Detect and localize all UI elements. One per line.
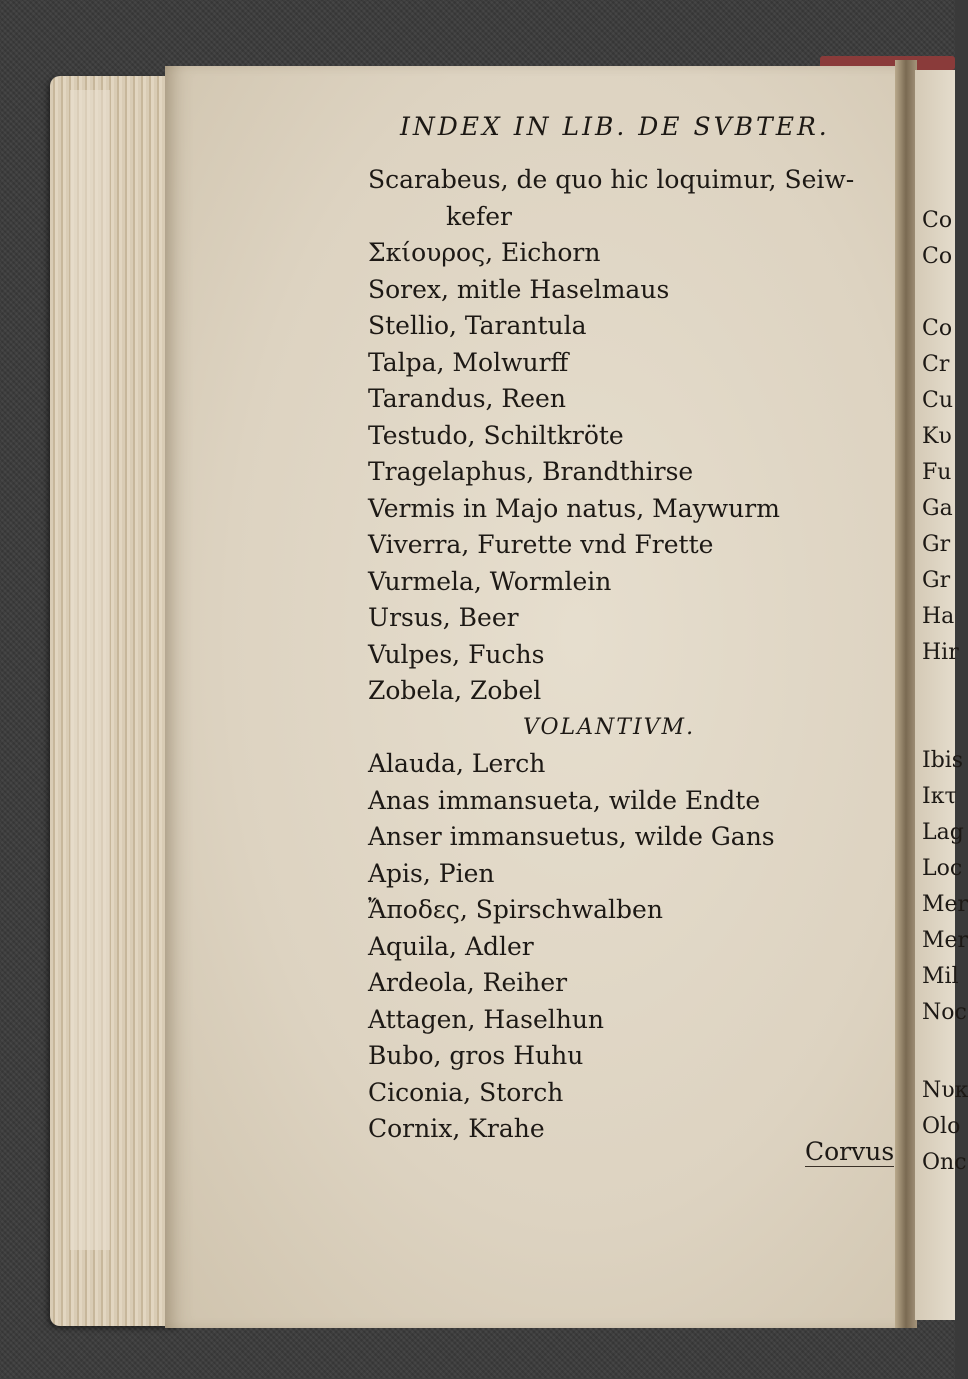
index-entry: Alauda, Lerch <box>368 749 546 778</box>
facing-page-fragment: Co <box>922 244 953 269</box>
index-entries <box>368 162 888 1148</box>
index-entry: Tarandus, Reen <box>368 384 566 413</box>
facing-page <box>915 70 968 1320</box>
catchword: Corvus <box>805 1137 895 1166</box>
index-entry: Stellio, Tarantula <box>368 311 587 340</box>
index-entry: Talpa, Molwurff <box>368 347 569 377</box>
index-entry: Vulpes, Fuchs <box>368 639 545 669</box>
facing-page-fragment: Noc <box>922 1000 967 1025</box>
facing-page-fragment: Gr <box>922 568 951 593</box>
facing-page-fragment: Co <box>922 316 953 341</box>
index-entry: Ἄποδες, Spirschwalben <box>368 895 663 924</box>
facing-page-fragment: Ga <box>922 496 953 521</box>
facing-page-fragment: Κυ <box>922 424 952 449</box>
index-entry: Ursus, Beer <box>368 603 519 632</box>
facing-page-fragment: Hir <box>922 640 959 665</box>
index-entry: Sorex, mitle Haselmaus <box>368 274 670 304</box>
facing-page-fragment: Cu <box>922 388 954 413</box>
running-header: INDEX IN LIB. DE SVBTER. <box>400 112 830 141</box>
index-entry: Ardeola, Reiher <box>368 968 568 997</box>
index-entry: Zobela, Zobel <box>368 676 542 705</box>
index-entry: Vurmela, Wormlein <box>368 566 612 596</box>
facing-page-fragment: Lag <box>922 820 964 845</box>
index-entry: Scarabeus, de quo hic loquimur, Seiw- <box>368 165 855 194</box>
section-heading: VOLANTIVM. <box>523 714 696 740</box>
index-entry: Ciconia, Storch <box>368 1077 564 1107</box>
index-entry: Vermis in Majo natus, Maywurm <box>368 493 780 523</box>
facing-page-fragment: Loc <box>922 856 963 881</box>
facing-page-fragment: Co <box>922 208 953 233</box>
facing-page-fragment: Mil <box>922 964 959 989</box>
facing-page-fragment: Ibis <box>922 748 964 773</box>
index-entry: Anser immansuetus, wilde Gans <box>368 822 775 851</box>
facing-page-fragment: Cr <box>922 352 950 377</box>
facing-page-fragment: Nυκ <box>922 1078 968 1103</box>
book-page-edge-highlight <box>70 90 110 1250</box>
index-entry: Testudo, Schiltkröte <box>368 420 624 450</box>
index-entry: Cornix, Krahe <box>368 1114 545 1143</box>
facing-page-fragment: Fu <box>922 460 952 485</box>
facing-page-fragment: Ικτ <box>922 784 957 809</box>
index-entry: kefer <box>446 201 512 231</box>
index-entry: Bubo, gros Huhu <box>368 1041 584 1070</box>
facing-page-fragment: Olo <box>922 1114 961 1139</box>
index-entry: Aquila, Adler <box>368 931 534 961</box>
book-gutter <box>895 60 917 1328</box>
index-entry: Tragelaphus, Brandthirse <box>368 457 694 486</box>
facing-page-fragment: Mer <box>922 892 968 917</box>
index-entry: Σκίουρος, Eichorn <box>368 238 601 267</box>
index-entry: Attagen, Haselhun <box>368 1004 605 1034</box>
facing-page-fragment: Ha <box>922 604 955 629</box>
index-entry: Apis, Pien <box>368 858 495 888</box>
index-entry: Anas immansueta, wilde Endte <box>368 785 761 815</box>
facing-page-fragment: Mer <box>922 928 968 953</box>
index-entry: Viverra, Furette vnd Frette <box>368 530 714 559</box>
facing-page-fragment: Gr <box>922 532 951 557</box>
facing-page-fragment: Onc <box>922 1150 967 1175</box>
